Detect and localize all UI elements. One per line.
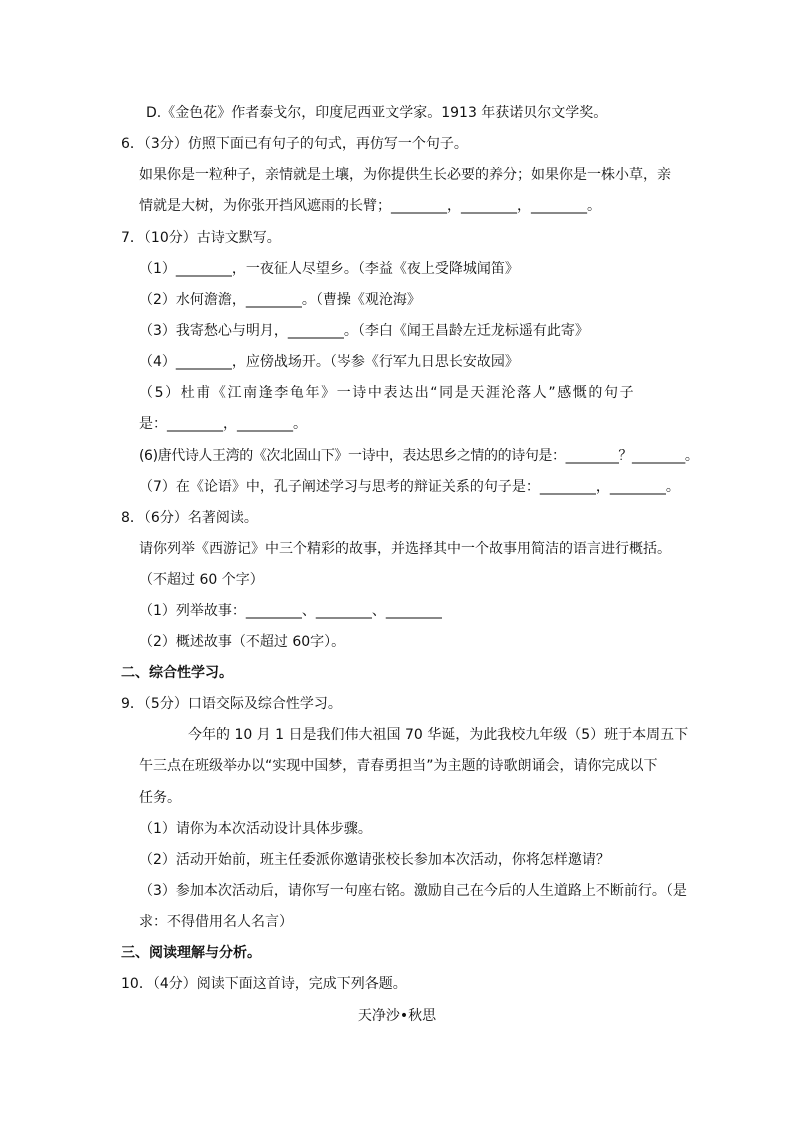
question-7-sub-2: （2）水何澹澹，________。（曹操《观沧海》 xyxy=(139,292,421,308)
question-5-option-d: D.《金色花》作者泰戈尔，印度尼西亚文学家。1913 年获诺贝尔文学奖。 xyxy=(146,105,608,121)
question-9-sub-3-cont: 求：不得借用名人名言） xyxy=(139,914,293,930)
question-6-text-line: 情就是大树，为你张开挡风遮雨的长臂；________，________，________。 xyxy=(139,198,601,214)
section-heading-3: 三、阅读理解与分析。 xyxy=(121,945,261,961)
question-6-text-line: 如果你是一粒种子，亲情就是土壤，为你提供生长必要的养分；如果你是一株小草，亲 xyxy=(139,167,671,183)
question-7-sub-5: （5）杜甫《江南逢李龟年》一诗中表达出“同是天涯沦落人”感慨的句子 xyxy=(139,385,636,401)
question-7-title: 7．（10分）古诗文默写。 xyxy=(121,230,281,246)
poem-title: 天净沙•秋思 xyxy=(357,1008,437,1024)
question-6-title: 6．（3分）仿照下面已有句子的句式，再仿写一个句子。 xyxy=(121,136,468,152)
question-9-title: 9．（5分）口语交际及综合性学习。 xyxy=(121,696,342,712)
question-7-sub-3: （3）我寄愁心与明月，________。（李白《闻王昌龄左迁龙标遥有此寄》 xyxy=(139,323,589,339)
question-8-title: 8．（6分）名著阅读。 xyxy=(121,510,258,526)
question-7-sub-5-cont: 是：________，________。 xyxy=(139,416,307,432)
section-heading-2: 二、综合性学习。 xyxy=(121,665,233,681)
question-8-sub-1: （1）列举故事：________、________、________ xyxy=(139,603,442,619)
question-9-paragraph-line: 午三点在班级举办以“实现中国梦，青春勇担当”为主题的诗歌朗诵会，请你完成以下 xyxy=(139,758,658,774)
question-7-sub-4: （4）________，应傍战场开。（岑参《行军九日思长安故园》 xyxy=(139,354,519,370)
question-7-sub-6: (6)唐代诗人王湾的《次北固山下》一诗中，表达思乡之情的的诗句是：________？________。 xyxy=(139,448,699,464)
question-9-sub-3: （3）参加本次活动后，请你写一句座右铭。激励自己在今后的人生道路上不断前行。（是 xyxy=(139,883,687,899)
question-9-paragraph-line: 今年的 10 月 1 日是我们伟大祖国 70 华诞，为此我校九年级（5）班于本周五下 xyxy=(188,727,689,743)
question-7-sub-1: （1）________，一夜征人尽望乡。（李益《夜上受降城闻笛》 xyxy=(139,261,519,277)
question-9-paragraph-line: 任务。 xyxy=(139,790,181,806)
question-9-sub-2: （2）活动开始前，班主任委派你邀请张校长参加本次活动，你将怎样邀请？ xyxy=(139,852,610,868)
question-8-sub-2: （2）概述故事（不超过 60字）。 xyxy=(139,634,346,650)
question-7-sub-7: （7）在《论语》中，孔子阐述学习与思考的辩证关系的句子是：________，________。 xyxy=(139,479,680,495)
question-9-sub-1: （1）请你为本次活动设计具体步骤。 xyxy=(139,821,372,837)
question-10-title: 10．（4分）阅读下面这首诗，完成下列各题。 xyxy=(121,976,407,992)
question-8-text-line: 请你列举《西游记》中三个精彩的故事，并选择其中一个故事用简洁的语言进行概括。 xyxy=(139,541,671,557)
question-8-text-line: （不超过 60 个字） xyxy=(139,572,264,588)
